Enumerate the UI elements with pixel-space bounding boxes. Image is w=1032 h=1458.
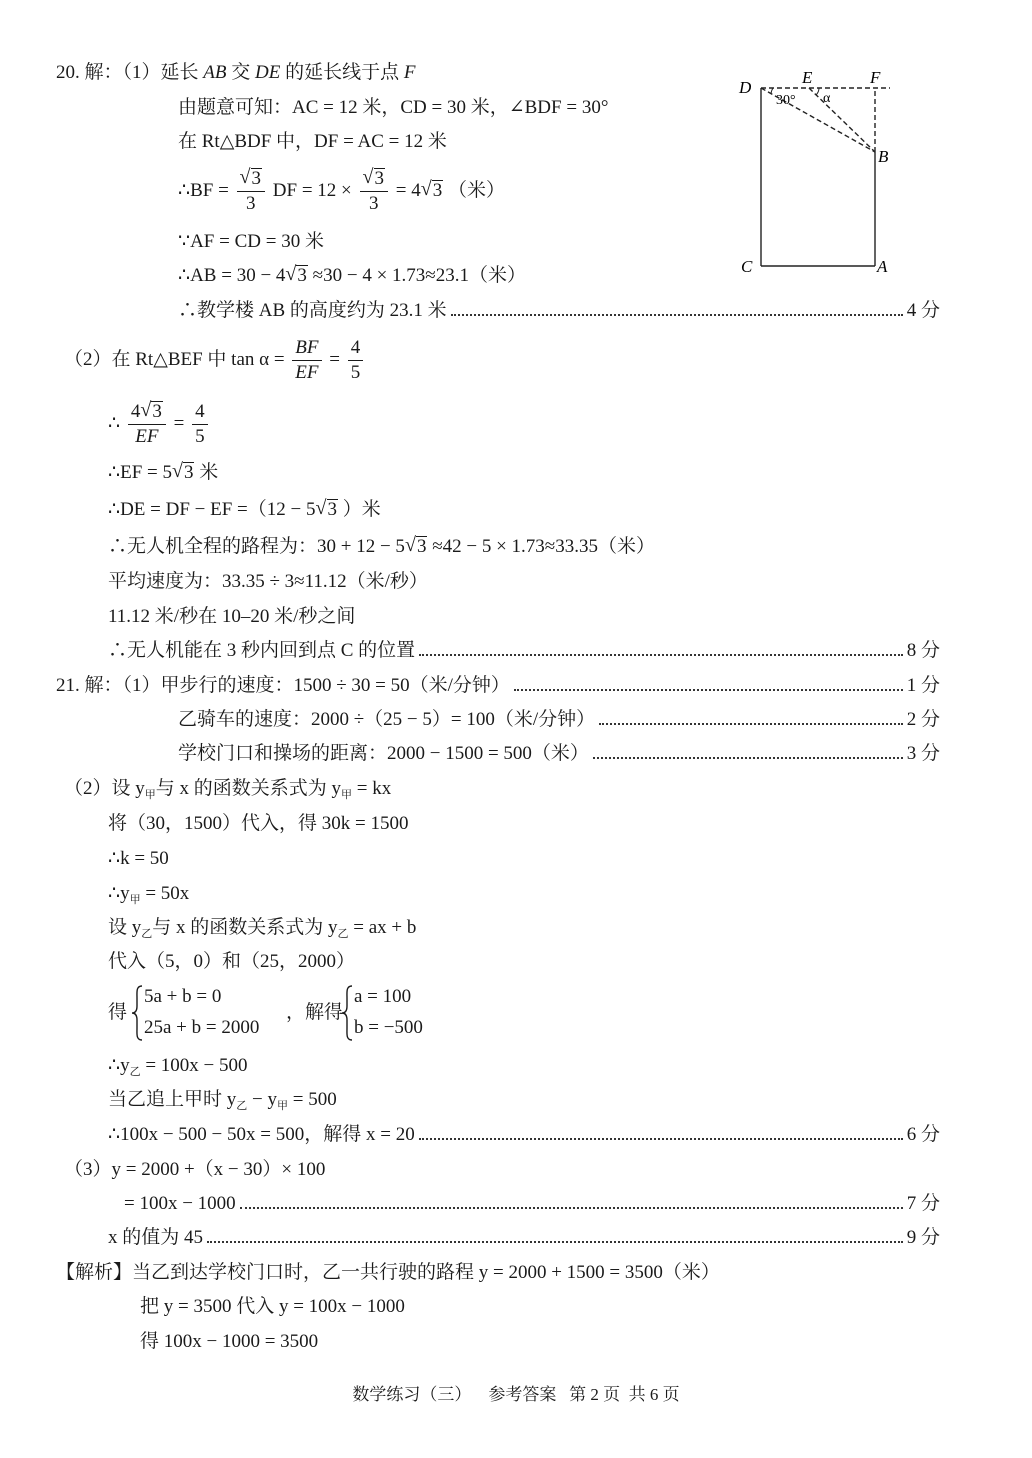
q20-p2d-tail: ≈42 − 5 × 1.73≈33.35（米） <box>432 536 655 557</box>
angle-arc-alpha <box>816 88 819 95</box>
leader-dots <box>240 1207 903 1209</box>
q20-p2d-pre: ∴无人机全程的路程为：30 + 12 − 5 <box>108 536 405 557</box>
q21-p2-5a: 设 y <box>108 917 142 938</box>
score-1: 1 分 <box>906 675 940 696</box>
q20-part2-line-2 <box>108 397 211 451</box>
q20-p2a-coef: 4 <box>130 401 141 423</box>
score-9: 9 分 <box>906 1227 940 1248</box>
q20-p2a-eq: = <box>173 413 185 434</box>
q20-p2a-sqrt <box>140 400 163 424</box>
q20-l3-frac2-num: 3 <box>374 168 385 190</box>
q20-l5-pre: ∴AB = 30 − 4 <box>178 265 286 286</box>
q20-p2a-pre: ∴ <box>108 413 121 434</box>
q20-p2a-frac1 <box>128 400 166 449</box>
q21-system-sol1: a = 100 <box>354 986 412 1007</box>
q21-p3-3-text: x 的值为 45 <box>108 1227 204 1248</box>
q20-p2b-pre: ∴EF = 5 <box>108 462 172 483</box>
q21-part2-line-5 <box>108 915 416 947</box>
leader-dots <box>207 1241 903 1243</box>
q21-l2-text: 乙骑车的速度：2000 ÷（25 − 5）= 100（米/分钟） <box>178 709 596 730</box>
q21-system-mid: ，解得 <box>286 1002 344 1023</box>
q21-p2-5c: = ax + b <box>348 917 417 938</box>
q20-p2-frac1-num: BF <box>292 336 321 361</box>
q20-part2-line-8 <box>108 638 940 664</box>
q21-part2-line-1 <box>64 776 391 808</box>
q20-p2b-rad: 3 <box>183 462 194 483</box>
q20-p2-frac2-num: 4 <box>348 336 364 361</box>
q20-part2-line-7: 11.12 米/秒在 10–20 米/秒之间 <box>108 606 356 627</box>
q21-analysis-line-1: 【解析】当乙到达学校门口时，乙一共行驶的路程 y = 2000 + 1500 = 3500（米） <box>56 1262 720 1283</box>
geometry-figure <box>735 66 900 286</box>
q21-p2-1c: = kx <box>352 778 392 799</box>
q21-l1-text: 21. 解：（1）甲步行的速度：1500 ÷ 30 = 50（米/分钟） <box>56 675 510 696</box>
q20-header-de: DE <box>255 62 281 83</box>
label-f: F <box>870 68 881 87</box>
q21-line-1 <box>56 673 940 699</box>
q21-part2-line-10 <box>108 1122 940 1148</box>
score-6: 6 分 <box>906 1124 940 1145</box>
q20-p2-frac2-den: 5 <box>350 362 361 384</box>
q20-part2-line-3 <box>108 460 218 486</box>
q20-l3-frac2-den: 3 <box>369 193 379 215</box>
q20-header-f: F <box>403 62 416 83</box>
q21-analysis-line-3: 得 100x − 1000 = 3500 <box>140 1331 319 1352</box>
q20-line-1: 由题意可知：AC = 12 米，CD = 30 米，∠BDF = 30° <box>178 97 609 118</box>
q21-part2-line-9 <box>108 1087 337 1119</box>
q20-p2-frac2 <box>348 336 364 385</box>
label-a: A <box>877 257 888 276</box>
score-7: 7 分 <box>906 1193 940 1214</box>
page-footer: 数学练习（三） 参考答案 第 2 页 共 6 页 <box>352 1385 680 1404</box>
q20-l5-tail: ≈30 − 4 × 1.73≈23.1（米） <box>312 265 526 286</box>
q20-p2a-den: EF <box>135 426 159 448</box>
q21-analysis-line-2: 把 y = 3500 代入 y = 100x − 1000 <box>140 1296 405 1317</box>
angle-arc-30 <box>771 88 773 94</box>
q20-l3-mid: DF = 12 × <box>272 180 352 201</box>
q20-line-6 <box>178 298 940 324</box>
q20-l3-frac1 <box>237 167 266 216</box>
q21-system-eq1: 5a + b = 0 <box>144 986 222 1007</box>
score-4: 4 分 <box>906 300 940 321</box>
q20-p2-pre: （2）在 Rt△BEF 中 tan α = <box>64 349 285 370</box>
label-c: C <box>741 257 753 276</box>
q21-p2-4b: = 50x <box>140 883 190 904</box>
q21-part2-line-2: 将（30，1500）代入，得 30k = 1500 <box>108 813 409 834</box>
q20-header-mid: 交 <box>226 62 255 83</box>
q20-p2c-rad: 3 <box>327 499 337 520</box>
q21-line-3 <box>178 741 940 767</box>
q20-l3-pre: ∴BF = <box>178 180 229 201</box>
q20-p2a-frac2-num: 4 <box>192 400 208 425</box>
q20-l5-sqrt <box>285 263 308 289</box>
q21-p2-9b: − y <box>247 1089 277 1110</box>
q21-p2-8sub: 乙 <box>129 1066 141 1078</box>
q21-p2-5sub: 乙 <box>141 928 153 940</box>
q21-p2-9a: 当乙追上甲时 y <box>108 1089 237 1110</box>
q20-p2-eq: = <box>329 349 340 370</box>
q20-line-5 <box>178 263 526 289</box>
q21-p3-2-text: = 100x − 1000 <box>124 1193 236 1214</box>
q21-part3-line-3 <box>108 1225 940 1251</box>
q21-p2-1b: 与 x 的函数关系式为 y <box>155 778 342 799</box>
q20-l3-frac1-num: 3 <box>251 168 262 190</box>
q21-p2-1a: （2）设 y <box>64 778 145 799</box>
q21-part3-line-2 <box>124 1191 940 1217</box>
q21-p2-4a: ∴y <box>108 883 130 904</box>
q21-part2-line-8 <box>108 1053 248 1085</box>
q21-part2-line-3: ∴k = 50 <box>108 848 169 869</box>
q21-p2-8a: ∴y <box>108 1055 130 1076</box>
leader-dots <box>514 689 903 691</box>
q20-line-4: ∵AF = CD = 30 米 <box>178 231 324 252</box>
q20-p2b-tail: 米 <box>199 462 219 483</box>
left-brace-icon <box>340 984 354 1042</box>
q21-p2-9c: = 500 <box>287 1089 337 1110</box>
q21-system-prefix: 得 <box>108 1002 128 1023</box>
q20-part2-line-5 <box>108 534 655 560</box>
q21-p2-4sub: 甲 <box>129 894 141 906</box>
leader-dots <box>451 314 903 316</box>
leader-dots <box>599 723 903 725</box>
q21-p2-8b: = 100x − 500 <box>140 1055 248 1076</box>
q21-line-2 <box>178 707 940 733</box>
label-b: B <box>878 147 889 166</box>
leader-dots <box>419 1138 903 1140</box>
q21-p2-5b: 与 x 的函数关系式为 y <box>152 917 338 938</box>
q20-p2g-text: ∴无人机能在 3 秒内回到点 C 的位置 <box>108 640 416 661</box>
score-3: 3 分 <box>906 743 940 764</box>
q21-part2-line-6: 代入（5，0）和（25，2000） <box>108 951 356 972</box>
q20-p2c-pre: ∴DE = DF − EF =（12 − 5 <box>108 499 316 520</box>
q21-p2-1sub: 甲 <box>144 789 156 801</box>
q21-system-eq2: 25a + b = 2000 <box>144 1017 260 1038</box>
q20-part2-line-6: 平均速度为：33.35 ÷ 3≈11.12（米/秒） <box>108 571 428 592</box>
q20-l3-frac1-den: 3 <box>246 193 256 215</box>
q21-p2-9sub2: 甲 <box>276 1100 288 1112</box>
q20-l3-rad: 3 <box>432 180 443 201</box>
q20-p2c-tail: ）米 <box>342 499 381 520</box>
q20-part2-line-4 <box>108 497 381 523</box>
q20-line-3 <box>178 164 505 218</box>
score-8: 8 分 <box>906 640 940 661</box>
leader-dots <box>419 654 903 656</box>
q20-l3-eq: = 4 <box>395 180 421 201</box>
q20-p2c-sqrt <box>316 497 339 523</box>
label-alpha: α <box>823 91 831 106</box>
q21-p2-9sub: 乙 <box>236 1100 248 1112</box>
q20-part2-line-1 <box>64 333 366 387</box>
q20-header-text: 20. 解：（1）延长 <box>56 62 204 83</box>
q21-part2-line-4 <box>108 881 189 913</box>
q20-p2-frac1 <box>292 336 321 385</box>
leader-dots <box>593 757 903 759</box>
left-brace-icon <box>130 984 144 1042</box>
q21-p2-1sub2: 甲 <box>341 789 353 801</box>
label-angle-30: 30° <box>776 93 796 108</box>
q20-p2b-sqrt <box>172 460 195 486</box>
q20-l3-sqrt <box>421 164 444 218</box>
q20-header-ab: AB <box>203 62 227 83</box>
q21-p2-10-text: ∴100x − 500 − 50x = 500，解得 x = 20 <box>108 1124 415 1145</box>
q20-l5-rad: 3 <box>297 265 307 286</box>
label-e: E <box>802 68 813 87</box>
q20-l6-text: ∴教学楼 AB 的高度约为 23.1 米 <box>178 300 447 321</box>
q20-header <box>56 60 415 86</box>
q20-p2d-sqrt <box>405 534 428 560</box>
q21-l3-text: 学校门口和操场的距离：2000 − 1500 = 500（米） <box>178 743 589 764</box>
q20-p2a-frac2-den: 5 <box>195 426 205 448</box>
q20-p2a-frac2 <box>192 400 208 449</box>
q20-l3-frac2 <box>360 167 389 216</box>
label-d: D <box>739 78 752 97</box>
q20-p2a-rad: 3 <box>152 401 162 423</box>
q20-l3-unit: （米） <box>447 180 505 201</box>
q21-part3-line-1: （3）y = 2000 +（x − 30）× 100 <box>64 1159 326 1180</box>
score-2: 2 分 <box>906 709 940 730</box>
q21-system-sol2: b = −500 <box>354 1017 423 1038</box>
q20-header-tail: 的延长线于点 <box>280 62 404 83</box>
q21-p2-5sub2: 乙 <box>337 928 349 940</box>
q20-p2-frac1-den: EF <box>295 362 319 384</box>
q20-p2d-rad: 3 <box>416 536 427 557</box>
q20-line-2: 在 Rt△BDF 中，DF = AC = 12 米 <box>178 131 447 152</box>
